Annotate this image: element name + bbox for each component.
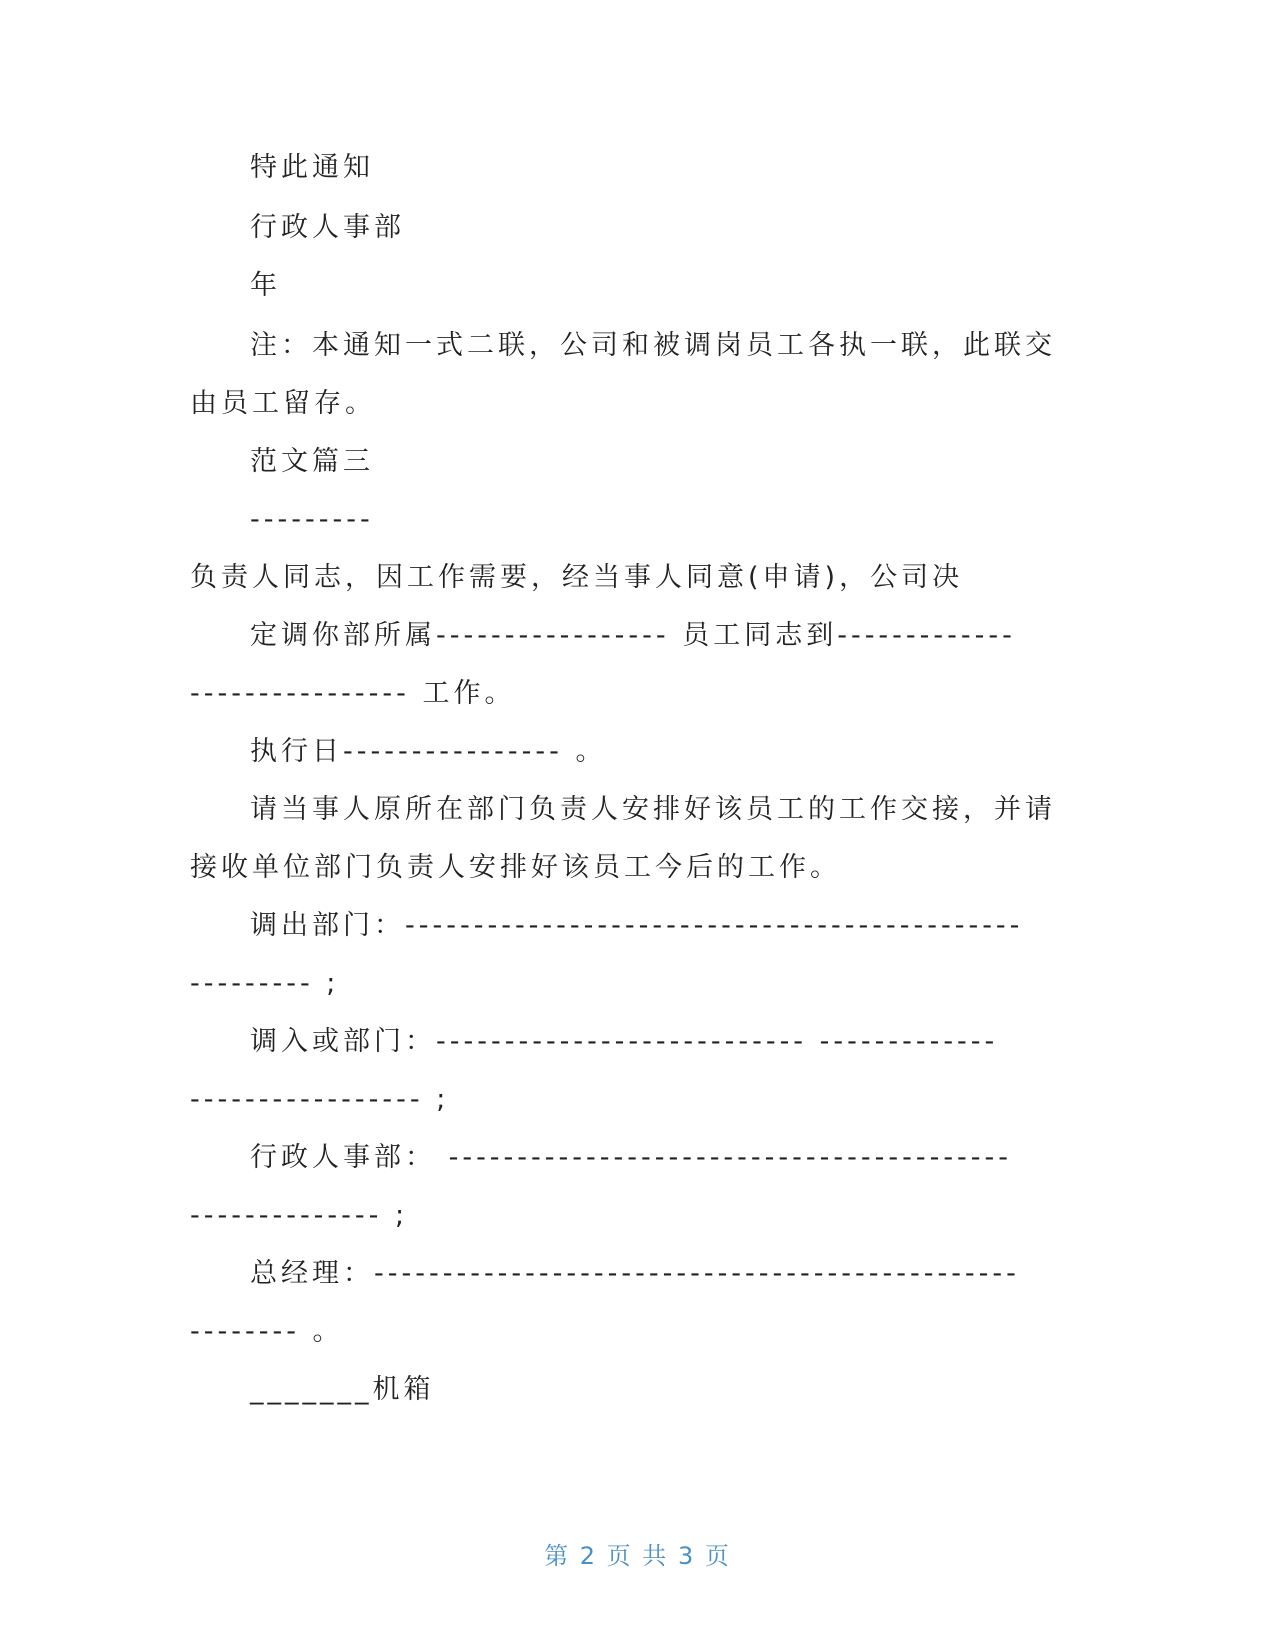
handover-line-1: 请当事人原所在部门负责人安排好该员工的工作交接，并请 — [250, 794, 1056, 825]
signature-department: 行政人事部 — [250, 212, 405, 243]
handover-line-2: 接收单位部门负责人安排好该员工今后的工作。 — [190, 852, 841, 883]
transfer-out-dept-line-2: --------- ; — [190, 968, 340, 999]
general-manager-line-1: 总经理：----------------------------------------------- — [250, 1258, 1020, 1289]
body-line-3: ---------------- 工作。 — [190, 678, 516, 709]
note-line-2: 由员工留存。 — [190, 388, 376, 419]
date-year: 年 — [250, 270, 281, 301]
effective-date-line: 执行日---------------- 。 — [250, 736, 607, 767]
hr-dept-line-1: 行政人事部： ----------------------------------------- — [250, 1142, 1013, 1173]
transfer-in-dept-line-2: ----------------- ; — [190, 1084, 450, 1115]
transfer-out-dept-line-1: 调出部门：--------------------------------------------- — [250, 910, 1024, 941]
transfer-in-dept-line-1: 调入或部门：--------------------------- ------------- — [250, 1026, 999, 1057]
general-manager-line-2: -------- 。 — [190, 1316, 344, 1347]
hr-dept-line-2: -------------- ; — [190, 1200, 409, 1231]
closing-notice: 特此通知 — [250, 152, 374, 183]
body-line-2: 定调你部所属----------------- 员工同志到------------- — [250, 620, 1016, 651]
page-number-footer: 第 2 页 共 3 页 — [544, 1542, 731, 1570]
note-line-1: 注：本通知一式二联，公司和被调岗员工各执一联，此联交 — [250, 330, 1056, 361]
body-line-1: 负责人同志，因工作需要，经当事人同意(申请)，公司决 — [190, 562, 964, 593]
addressee-blank: --------- — [250, 504, 374, 535]
chassis-line: _______机箱 — [250, 1374, 435, 1405]
section-title: 范文篇三 — [250, 446, 374, 477]
